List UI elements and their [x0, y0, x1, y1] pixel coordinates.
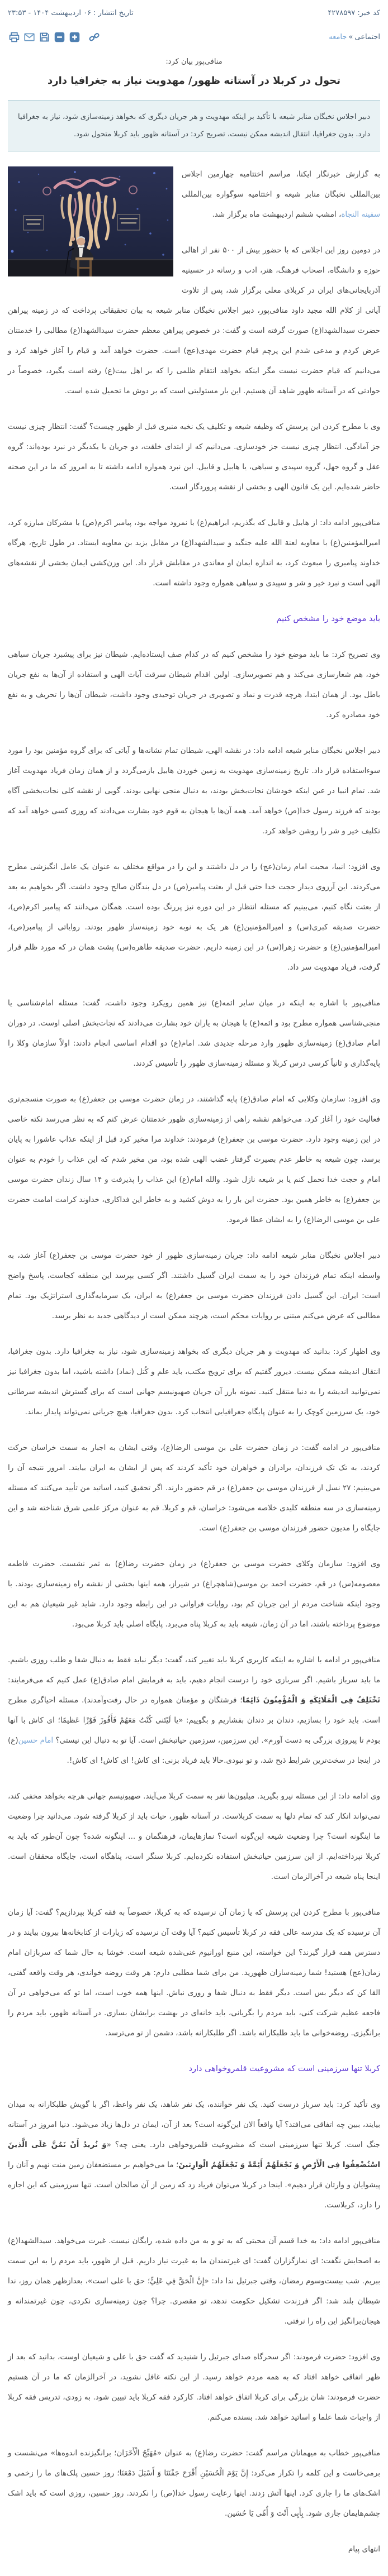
article-paragraph	[8, 1342, 380, 1422]
paragraph-text: ؛ فرشتگان و مؤمنان همواره در حال رفت‌وآمدند). مسئله احیاگری مطرح است. باید خود را بسازیم، دندان بر دندان بفشاریم و بگوییم: «یا لَیْتَنی کُنْتُ مَعَهُمْ فَأَفُوزَ فَوْزًا عَظیمًا؛ ای کاش با آنها بودم تا پیروزی بزرگی به دست آورم». این سرزمین، سرزمین حیاتبخش است. آیا تو به دنبال این نیستی؟	[8, 1696, 380, 1745]
article-paragraph	[8, 1089, 380, 1230]
paragraph-text: ؛ ما می‌خواهیم بر مستضعفان زمین منت نهیم و آنان را پیشوایان و وارثان قرار دهیم». اینجا در کربلا می‌توان فریاد زد که زمین از آن صالحان است. تنها سرزمینی که این اجازه را دارد، کربلاست.	[8, 2160, 380, 2210]
paragraph-text: دبیر اجلاس نخبگان منابر شیعه ادامه داد: در نقشه الهی، شیطان تمام نشانه‌ها و آیاتی که برای گروه مؤمنین بود را مورد سوءاستفاده قرار داد. تاریخ زمینه‌سازی مهدویت به زمین خوردن هابیل بازمی‌گردد و از همان زمان فریاد مهدویت آغاز شد. تمام انبیا در عین اینکه خودشان نجات‌بخش بودند، به دنبال منجی نهایی بودند. گویی از نقشه کلی نجات‌بخشی آگاه بودند که فرزند رسول خدا(ص) خواهد آمد. همه آن‌ها با هیجان به قوم خود بشارت می‌دادند که روزی کسی خواهد آمد که تکلیف خیر و شر را روشن خواهد کرد.	[8, 746, 380, 836]
decrease-font-icon	[54, 31, 65, 43]
paragraph-text: وی افزود: سازمان وکلای حضرت موسی بن جعفر(ع) در زمان حضرت رضا(ع) به ثمر نشست. حضرت فاطمه معصومه(س) در قم، حضرت احمد بن موسی(شاهچراغ) در شیراز، همه اینها بخشی از نقشه راه زمینه‌سازی بودند. با وجود اینکه شناخت مردم از این جریان کم بود، روایات فراوانی در این رابطه وجود دارد. شاید غیر شیعیان هم به این موضوع پرداخته باشند، اما در آن زمان، شیعه باید به کربلا پناه می‌برد. پایگاه اصلی باید کربلا می‌بود.	[8, 1559, 380, 1629]
print-icon	[8, 31, 20, 43]
paragraph-text: وی تصریح کرد: ما باید موضع خود را مشخص کنیم که در کدام صف ایستاده‌ایم. شیطان نیز برای پیشبرد جریان سیاهی خود، هم شعارسازی می‌کند و هم تصویرسازی. اولین اقدام شیطان سرقت آیات الهی و استفاده از آن‌ها به نفع جریان باطل بود. از همان ابتدا، هرچه قدرت و نماد و تصویری در جریان توحیدی وجود داشت، شیطان آن‌ها را تحریف و به نفع خود مصادره کرد.	[8, 650, 380, 720]
save-button[interactable]	[38, 31, 50, 43]
paragraph-text: (ع) در اینجا در سخت‌ترین شرایط ذبح شد، و تو نبودی.حالا باید فریاد بزنی: ای کاش! ای کاش! ای کاش!.	[8, 1736, 380, 1766]
paragraph-text: ، امشب ششم اردیبهشت ماه برگزار شد.	[212, 210, 342, 220]
article-photo	[8, 166, 173, 276]
article-subheading: کربلا تنها سرزمینی است که مشروعیت قلمروخواهی دارد	[188, 2064, 380, 2074]
bold-verse-text: وَ نُریدُ أَنْ نَمُنَّ عَلَی الَّذینَ اسْتُضْعِفُوا فِی الْأَرْضِ وَ نَجْعَلَهُمْ أَئِمَّةً وَ نَجْعَلَهُمُ الْوارِثینَ	[8, 2140, 381, 2170]
article-paragraph	[8, 2095, 380, 2215]
lead-summary: دبیر اجلاس نخبگان منابر شیعه با تأکید بر اینکه مهدویت و هر جریان دیگری که بخواهد زمینه‌سازی شود، نیاز به جغرافیا دارد. بدون جغرافیا، انتقال اندیشه ممکن نیست، تصریح کرد: در آستانه ظهور باید کربلا متحول شود.	[8, 100, 380, 152]
paragraph-text: در دومین روز این اجلاس که با حضور بیش از ۵۰۰ نفر از اهالی حوزه و دانشگاه، اصحاب فرهنگ، هنر، ادب و رسانه در حسینیه آذربایجانی‌های ایران در کربلای معلی برگزار شد، پس از تلاوت آیاتی از کلام الله مجید داود منافی‌پور، دبیر اجلاس نخبگان منابر شیعه به بیان تحقیقاتی پرداخت که در زمینه پیراهن حضرت سیدالشهدا(ع) صورت گرفته است و گفت: در خصوص پیراهن معظم حضرت سیدالشهدا(ع) مطالبی را خدمتتان عرض کردم و مدعی شدم این پرچم قیام حضرت مهدی(عج) است. حضرت خواهد آمد و قیام را آغاز خواهد کرد و می‌دانیم که قیام حضرت نیست مگر اینکه بخواهد انتقام ظلمی را که بر اهل بیت(ع) رفته است بگیرد، خصوصاً در حوادثی که در آستانه ظهور شاهد آن هستیم. این بار مسئولیتی است که بر دوش ما تحمیل شده است.	[8, 246, 380, 396]
article-paragraph	[8, 1246, 380, 1326]
print-button[interactable]	[8, 31, 20, 43]
page-title: تحول در کربلا در آستانه ظهور/ مهدویت نیاز به جغرافیا دارد	[47, 75, 341, 87]
paragraph-text: وی افزود: سازمان وکلایی که امام صادق(ع) پایه گذاشتند، در زمان حضرت موسی بن جعفر(ع) به صورت منسجم‌تری فعالیت خود را آغاز کرد. می‌خواهم نقشه راهی از زمینه‌سازی ظهور خدمتتان عرض کنم که به نظر می‌رسد نکته خاصی در این زمینه وجود دارد. حضرت موسی بن جعفر(ع) فرمودند: خداوند مرا مخیر کرد قبل از اینکه عذاب عاشورا به پایان برسد، چون شیعه به خاطر عدم بصیرت گرفتار غضب الهی شده بود، من مخیر شدم که این عذاب را خودم به عنوان امام و حجت خدا تحمل کنم یا بر شیعه نازل شود. والله امام(ع) این عذاب را پذیرفت و ۱۴ سال زندان حضرت موسی بن جعفر(ع) به خاطر همین بود. حضرت این بار را به دوش کشید و به خاطر این فداکاری، خداوند کرامت امامت حضرت علی بن موسی الرضا(ع) را به ایشان عطا فرمود.	[8, 1095, 381, 1225]
article-paragraph	[8, 857, 380, 977]
article-paragraph	[8, 513, 380, 593]
inline-link[interactable]: سفینه النجاة	[341, 210, 380, 220]
decrease-font-button[interactable]	[53, 31, 65, 43]
paragraph-text: منافی‌پور در ادامه گفت: در زمان حضرت علی بن موسی الرضا(ع)، وقتی ایشان به اجبار به سمت خراسان حرکت کردند، به تک تک فرزندان، برادران و خواهران خود تأکید کردند که پس از ایشان به ایران بیایند. امروز نتیجه آن را می‌بینیم: ۲۷ نسل از فرزندان موسی بن جعفر(ع) در قم حضور دارند. اگر تحقیق کنید، اساتید من تأیید می‌کنند که مسئله زمینه‌سازی در سه منطقه کلیدی خلاصه می‌شود: خراسان، قم و کربلا. قم به عنوان مرکز علمی شرق شناخته شد و این جایگاه را مدیون حضور فرزندان موسی بن جعفر(ع) است.	[8, 1443, 380, 1533]
article-paragraph	[8, 2443, 380, 2523]
article-paragraph	[8, 1554, 380, 1634]
bold-verse-text: تَخْتَلِفُ فِی الْمَلَائِکَهِ وَ الْمُؤْمِنُونَ ذَائِمًا	[242, 1696, 381, 1705]
paragraph-text: وی ادامه داد: از این مسئله نیرو بگیرید. میلیون‌ها نفر به سمت کربلا می‌آیند. صهیونیسم جهانی هرچه بخواهد مخفی کند، نمی‌تواند انکار کند که تمام دلها به سمت کربلاست. در آستانه ظهور، حیات باید از کربلا گرفته شود. می‌دانید چرا وضعیت ما اینگونه است؟ چرا وضعیت شیعه این‌گونه است؟ نمازهایمان، فرهنگمان و ... اینگونه شده؟ چون آن‌طور که باید به کربلا نپرداخته‌ایم. از این سرزمین حیاتبخش استفاده نکرده‌ایم. کربلا سنگر است، پناهگاه است، جایگاه محققان است. اینجا پناه شیعه در آخرالزمان است.	[8, 1792, 380, 1882]
meta-row-top	[8, 9, 380, 17]
article-paragraph	[8, 645, 380, 725]
article-paragraph	[8, 2347, 380, 2427]
news-code: کد خبر: ۴۲۷۸۵۹۷	[328, 9, 380, 17]
paragraph-text: وی اظهار کرد: بدانید که مهدویت و هر جریان دیگری که بخواهد زمینه‌سازی شود، نیاز به جغرافیا دارد. بدون جغرافیا، انتقال اندیشه ممکن نیست. دیروز گفتیم که برای ترویج مکتب، باید علم و کُتل (نماد) داشته باشید، اما بدون جغرافیا نیز نمی‌توانید اندیشه را به دنیا منتقل کنید. نمونه بارز آن جریان صهیونیسم جهانی است که برای گسترش اندیشه سرطانی خود، یک سرزمین کوچک را به عنوان پایگاه جغرافیایی انتخاب کرد. بدون جغرافیا، هیچ جریانی نمی‌تواند پایدار بماند.	[8, 1347, 380, 1417]
article-paragraph	[8, 993, 380, 1074]
share-toolbar	[8, 31, 100, 43]
article-subheading: باید موضع خود را مشخص کنیم	[276, 614, 380, 624]
increase-font-button[interactable]	[68, 31, 81, 43]
article-paragraph	[8, 1650, 380, 1771]
link-icon	[88, 31, 100, 43]
paragraph-text: منافی‌پور خطاب به میهمانان مراسم گفت: حضرت رضا(ع) به عنوان «مُهَیِّجُ الْأَحْزَان؛ برانگیزنده اندوه‌ها» می‌نشست و برمی‌خاست و این کلمه را تکرار می‌کرد: إِنَّ یَوْمَ الْحُسَیْنِ أَقْرَحَ جَفْنَنَا وَ أَسْبَلَ دَمْعَنَا؛ روز حسین پلک‌های ما را زخمی و اشک‌های ما را جاری کرد. اینها آتش زدند. اینها رعایت رسول خدا(ص) را نکردند. روز حسین، روزی است که باید اشک چشم‌هایمان جاری شود. بِأَبِی أَنْتَ وَ أُمِّی یَا حُسَین.	[8, 2449, 380, 2518]
paragraph-text: منافی‌پور ادامه داد: از هابیل و قابیل که بگذریم، ابراهیم(ع) با نمرود مواجه بود، پیامبر اکرم(ص) با مشرکان مبارزه کرد، امیرالمؤمنین(ع) با معاویه لعنة الله علیه جنگید و سیدالشهدا(ع) در مقابل یزید بن معاویه ایستاد. در طول تاریخ، هرگاه خداوند پیامبری را مبعوث کرد، به اندازه ایمان او معاندی در مقابلش قرار داد. این وزن‌کشی ایمان بخشی از نقشه‌های الهی است و نبرد خیر و شر و سپیدی و سیاهی همواره وجود داشته است.	[8, 518, 380, 588]
breadcrumb-separator: »	[348, 32, 353, 41]
paragraph-text: منافی‌پور با اشاره به اینکه در میان سایر ائمه(ع) نیز همین رویکرد وجود داشت، گفت: مسئله امام‌شناسی یا منجی‌شناسی همواره مطرح بود و ائمه(ع) با هیجان به یاران خود بشارت می‌دادند که نجات‌بخش اصلی اوست. در دوران امام صادق(ع) زمینه‌سازی ظهور وارد مرحله جدیدی شد. امام(ع) دو اقدام اساسی انجام دادند: اولاً سازمان وکلا را پایه‌گذاری و ثانیاً کرسی درس کربلا و مسئله زمینه‌سازی ظهور را تأسیس کردند.	[8, 999, 380, 1068]
email-icon	[23, 31, 35, 43]
paragraph-text: وی با مطرح کردن این پرسش که وظیفه شیعه و تکلیف یک نخبه منبری قبل از ظهور چیست؟ گفت: انتظار چیزی نیست جز آمادگی. انتظار چیزی نیست جز خودسازی. می‌دانیم که از ابتدای خلقت، دو جریان با یکدیگر در نبرد بوده‌اند: گروه عقل و گروه جهل، گروه سپیدی و سیاهی، یا هابیل و قابیل. این نبرد همواره ادامه داشته تا به امروز که ما در این صحنه حاضر شده‌ایم. این یک قانون الهی و بخشی از نقشه پروردگار است.	[8, 422, 380, 492]
paragraph-text: وی افزود: انبیا، محبت امام زمان(عج) را در دل داشتند و این را در مواقع مختلف به عنوان یک عامل انگیزشی مطرح می‌کردند. این آرزوی دیدار حجت خدا حتی قبل از بعثت پیامبر(ص) در دل بندگان صالح وجود داشت. اگر بخواهیم به بعد از بعثت نگاه کنیم، می‌بینیم که مسئله انتظار در این دوره نیز پررنگ بوده است. همگان می‌دانند که پیامبر اکرم(ص)، حضرت صدیقه کبری(س) و امیرالمؤمنین(ع) هر یک به نوبه خود زمینه‌ساز ظهور بودند. روایاتی از پیامبر(ص)، امیرالمؤمنین(ع) و حضرت زهرا(س) در این زمینه داریم. حضرت صدیقه طاهره(س) پشت همان در که مورد ظلم قرار گرفت، فریاد مهدویت سر داد.	[8, 862, 380, 972]
meta-row-bottom	[8, 31, 380, 43]
breadcrumb-subsection-link[interactable]: جامعه	[329, 32, 347, 41]
publish-date: تاریخ انتشار : ۰۶ اردیبهشت ۱۴۰۴ - ۲۳:۵۳	[8, 9, 134, 17]
increase-font-icon	[69, 31, 81, 43]
breadcrumb	[329, 33, 380, 41]
article-paragraph	[8, 1786, 380, 1887]
paragraph-text: منافی‌پور در ادامه با اشاره به اینکه کاربری کربلا باید تغییر کند، گفت: دیگر نباید فقط به دنبال شفا و طلب روزی باشیم. ما باید سرباز باشیم. اگر سربازی خود را درست انجام دهیم، باید به فرمایش امام صادق(ع) عمل کنیم که می‌فرمایند:	[8, 1656, 380, 1685]
conference-photo-illustration	[8, 166, 173, 276]
paragraph-text: دبیر اجلاس نخبگان منابر شیعه ادامه داد: جریان زمینه‌سازی ظهور از خود حضرت موسی بن جعفر(ع) آغاز شد، به واسطه اینکه تمام فرزندان خود را به سمت ایران گسیل داشتند. اگر کسی بپرسد این منطقه کجاست، پاسخ واضح است: ایران. این گسیل دادن فرزندان حضرت موسی بن جعفر(ع) به ایران، یک سرمایه‌گذاری استراتژیک بود. تمام مطالبی که عرض می‌کنم مبتنی بر روایات محکم است، هرچند ممکن است از دیدگاهی جدید به نظر برسد.	[8, 1251, 380, 1321]
article-paragraph	[8, 1438, 380, 1538]
copy-link-button[interactable]	[88, 31, 100, 43]
article-body	[8, 164, 380, 2559]
paragraph-text: به گزارش خبرنگار ایکنا، مراسم اختتامیه چهارمین اجلاس بین‌المللی نخبگان منابر شیعه و اختتامیه سوگواره بین‌المللی	[182, 170, 380, 199]
kicker: منافی‌پور بیان کرد:	[165, 58, 223, 66]
article-paragraph	[8, 1902, 380, 2043]
paragraph-text: منافی‌پور ادامه داد: به خدا قسم آن محبتی که به تو و به من داده شده، رایگان نیست. غیرت می‌خواهد. سیدالشهدا(ع) به اصحابش نگفت: ای نمازگزاران گفت: ای غیرتمندان ما به غیرت نیاز داریم. قبل از ظهور، باید مردم را به این سمت ببریم. شب بیست‌وسوم رمضان، وقتی جبرئیل ندا داد: «إِنَّ الْحَقَّ فِي عَلِيٍّ؛ حق با علی است»، بعدازظهر همان روز، ندا شیطان بلند شد: اگر فرزندت تشکیل حکومت ندهد، تو مقصری. چرا؟ چون زمینه‌سازی نکردی، چون غیرتمندانه و هیجان‌برانگیز این راه را نرفتی.	[8, 2236, 380, 2326]
inline-link[interactable]: امام حسین	[18, 1736, 54, 1745]
article-paragraph	[8, 417, 380, 497]
end-note: انتهای پیام	[348, 2545, 380, 2554]
paragraph-text: وی افزود: حضرت فرمودند: اگر سحرگاه صدای جبرئیل را شنیدید که گفت حق با علی و شیعیان اوست، بدانید که بعد از ظهر اتفاقی خواهد افتاد که به همه مردم خواهد رسید. از این نکته غافل نشوید، در آخرالزمان که ما در آن هستیم حضرت فرمودند: شان بزرگی برای کربلا اتفاق خواهد افتاد. کارکرد فقه کربلا باید تبیین شود. به زودی، تدریس فقه کربلا از واجبات شما علما و اساتید خواهد شد. بسنده می‌کنم.	[8, 2353, 380, 2422]
article-paragraph	[8, 2231, 380, 2331]
article-paragraph	[8, 741, 380, 841]
save-icon	[39, 31, 50, 43]
paragraph-text: منافی‌پور با مطرح کردن این پرسش که یا زمان آن نرسیده که به کربلا، خصوصاً به فقه کربلا بپردازیم؟ گفت: آیا زمان آن نرسیده که یک مدرسه عالی فقه در کربلا تأسیس کنیم؟ آیا وقت آن نرسیده که زیارات از کتابخانه‌ها بیرون بیایند و در دسترس همه قرار گیرند؟ این خواسته، این منبع اورانیوم غنی‌شده شیعه است. خوشا به حال شما که سربازان امام زمان(عج) هستید! شما زمینه‌سازان ظهورید. من برای شما مطلبی دارم: هر وقت روضه خواندی، هر وقت واقعه گفتی، القا کن که دیگر بس است. دیگر فقط به دنبال شفا و روزی نباش. اینها همه خوب است، اما تو که می‌خواهی در آن فاجعه عظیم شرکت کنی، باید مردم را بگریانی، باید خانه‌ای در بهشت برایشان بسازی. در آستانه ظهور، باید مردم را برانگیزی. روضه‌خوانی ما باید طلبکارانه باشد. اگر طلبکارانه باشد، دشمن از تو می‌ترسد.	[8, 1908, 380, 2038]
email-button[interactable]	[23, 31, 35, 43]
paragraph-text: وی تأکید کرد: باید سرباز درست کنید. یک نفر خواننده، یک نفر شاهد، یک نفر واعظ، اگر با گویش طلبکارانه به میدان بیایند، ببین چه اتفاقی می‌افتد؟ آیا واقعاً الان این‌گونه است؟ بعد از آن، ایمان در دل‌ها زیاد می‌شود. دنیا امروز در آستانه جنگ است. کربلا تنها سرزمینی است که مشروعیت قلمروخواهی دارد. یعنی چه؟ «	[8, 2100, 380, 2150]
breadcrumb-section: اجتماعی	[354, 32, 380, 41]
